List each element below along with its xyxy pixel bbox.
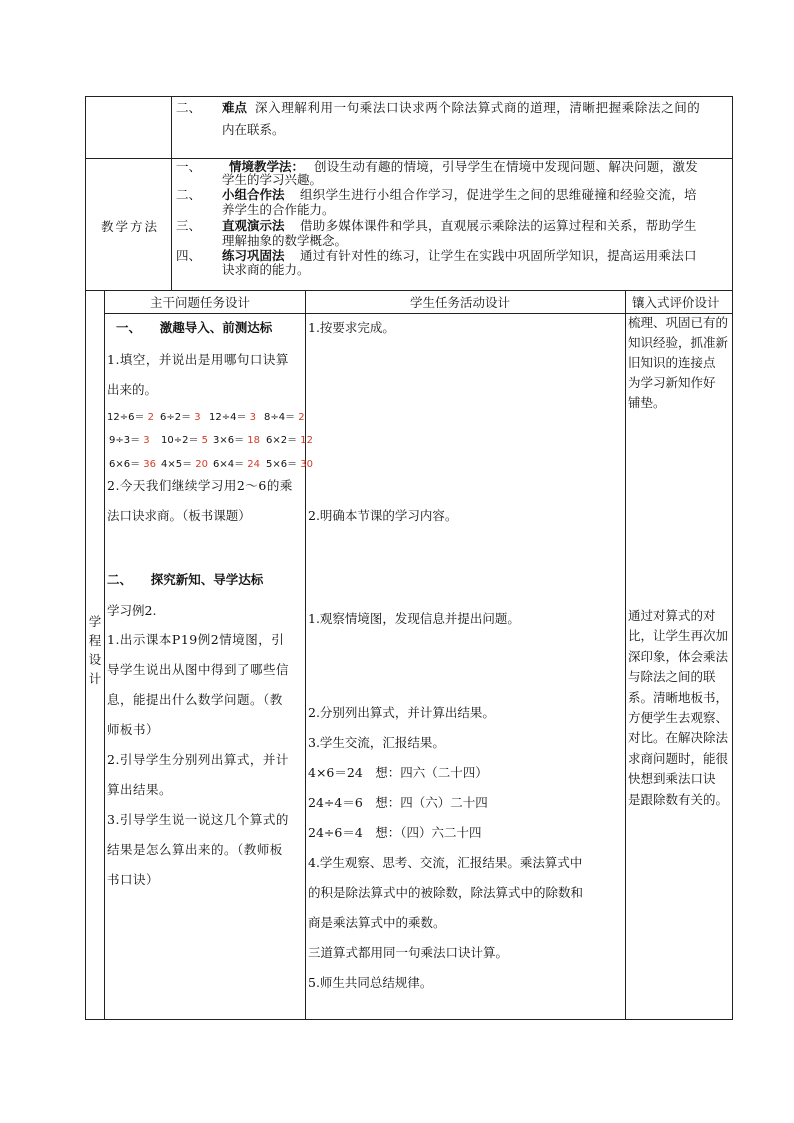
equation: 3×6＝ 18 [213,435,261,446]
method-text: 借助多媒体课件和学具，直观展示乘除法的运算过程和关系，帮助学生 [300,218,697,233]
table-rule [305,290,306,1020]
question-text: 1.填空，并说出是用哪句口诀算 [107,352,289,367]
method-number: 三、 [176,218,202,233]
method-text: 创设生动有趣的情境，引导学生在情境中发现问题、解决问题，激发 [314,159,699,174]
evaluation-text: 梳理、巩固已有的 知识经验，抓准新 旧知识的连接点 为学习新知作好 铺垫。 [628,315,729,410]
section-title: 一、 激趣导入、前测达标 [116,320,273,335]
question-text: 2.今天我们继续学习用2～6的乘 [107,478,293,493]
equation: 6×6＝ 36 [109,459,157,470]
method-number: 四、 [176,248,202,263]
table-border-top [85,96,733,97]
difficulty-text: 深入理解利用一句乘法口诀求两个除法算式商的道理，清晰把握乘除法之间的 [255,100,701,115]
difficulty-label: 难点 [222,100,248,115]
equation: 12÷4＝ 3 [209,412,257,423]
activity-text: 1.按要求完成。 [308,320,395,335]
side-label: 学 程 设 计 [88,614,102,686]
table-border-right [732,96,733,1020]
table-border-left [85,96,86,1020]
method-text: 养学生的合作能力。 [222,202,335,217]
equation: 4×5＝ 20 [161,459,209,470]
equation: 5×6＝ 30 [266,459,314,470]
method-name: 直观演示法 [222,218,285,233]
method-name: 练习巩固法 [222,248,285,263]
column-header: 学生任务活动设计 [410,295,511,310]
question-text: 法口诀求商。（板书课题） [107,508,251,523]
equation: 6÷2＝ 3 [160,412,201,423]
section-title: 二、 探究新知、导学达标 [107,572,264,587]
method-number: 一、 [176,159,202,174]
methods-label: 教学方法 [101,219,160,234]
column-header: 主干问题任务设计 [150,295,251,310]
study-label: 学习例2. [107,603,157,618]
equation: 6×4＝ 24 [213,459,261,470]
equation: 10÷2＝ 5 [161,435,209,446]
equation: 8÷4＝ 2 [264,412,305,423]
evaluation-text: 通过对算式的对 比，让学生再次加 深印象，体会乘法 与除法之间的联 系。清晰地板书， 方便学生去观察、 对比。在解决除法 求商问题时，能很 快想到乘法口诀 是跟除数有关的。 [628,608,729,807]
method-name: 情境教学法： [229,159,305,174]
method-name: 小组合作法 [222,187,285,202]
activity-text: 1.观察情境图，发现信息并提出问题。 [308,611,520,626]
table-rule [625,290,626,1020]
table-rule [85,290,733,291]
activity-paragraph: 2.分别列出算式，并计算出结果。 3.学生交流，汇报结果。 4×6＝24 想：四六（二十四） 24÷4＝6 想：四（六）二十四 24÷6＝4 想：（四）六二十四 4.学生观察、思考、交流，汇报结果。乘法算式中 的积是除法算式中的被除数，除法算式中的除数和 商是乘法算式中的乘数。 三道算式都用同一句乘法口诀计算。 5.师生共同总结规律。 [308,705,584,990]
table-rule [171,96,172,291]
equation: 9÷3＝ 3 [109,435,150,446]
method-text: 通过有针对性的练习，让学生在实践中巩固所学知识，提高运用乘法口 [300,248,697,263]
paragraph: 1.出示课本P19例2情境图，引 导学生说出从图中得到了哪些信 息，能提出什么数学问题。（教 师板书） 2.引导学生分别列出算式，并计 算出结果。 3.引导学生说一说这几个算式的 结果是怎么算出来的。（教师板 书口诀） [107,632,290,887]
method-text: 诀求商的能力。 [222,262,310,277]
difficulty-number: 二、 [176,100,202,115]
equation: 12÷6＝ 2 [107,412,155,423]
difficulty-text: 内在联系。 [222,122,285,137]
table-border-bottom [85,1019,733,1020]
table-rule [104,290,105,1020]
question-text: 出来的。 [107,382,158,397]
method-text: 组织学生进行小组合作学习，促进学生之间的思维碰撞和经验交流，培 [300,187,697,202]
method-text: 学生的学习兴趣。 [222,172,323,187]
column-header: 镶入式评价设计 [632,295,720,310]
equation: 6×2＝ 12 [266,435,314,446]
activity-text: 2.明确本节课的学习内容。 [308,508,458,523]
method-number: 二、 [176,187,202,202]
method-text: 理解抽象的数学概念。 [222,233,348,248]
